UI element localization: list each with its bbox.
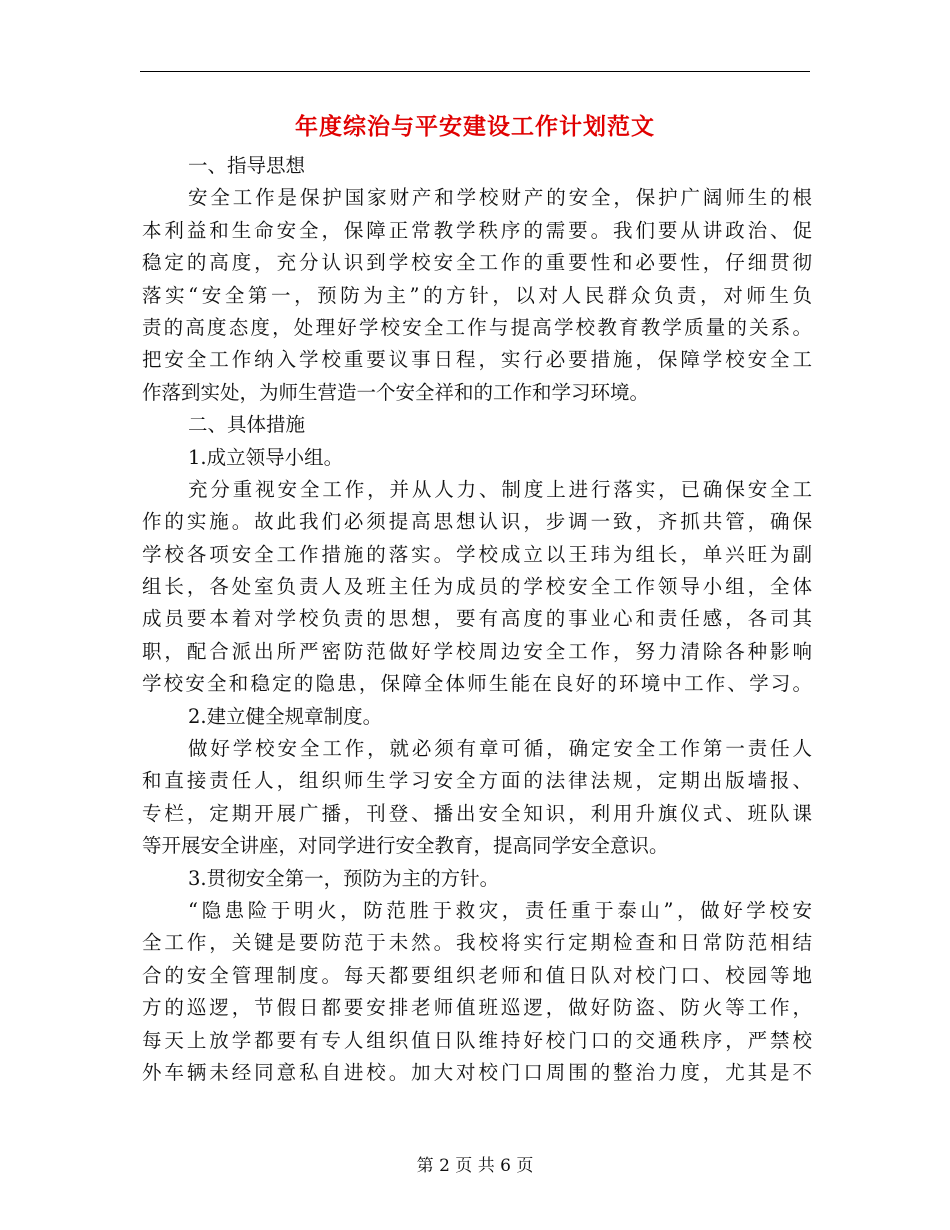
text-line: 专栏，定期开展广播，刊登、播出安全知识，利用升旗仪式、班队课: [142, 801, 812, 825]
text-line: 本利益和生命安全，保障正常教学秩序的需要。我们要从讲政治、促: [142, 218, 812, 242]
text-line: 一、指导思想: [188, 154, 306, 177]
text-line: 组长，各处室负责人及班主任为成员的学校安全工作领导小组，全体: [142, 575, 812, 599]
text-line: 每天上放学都要有专人组织值日队维持好校门口的交通秩序，严禁校: [142, 1028, 812, 1052]
text-line: 充分重视安全工作，并从人力、制度上进行落实，已确保安全工: [188, 477, 812, 501]
page-footer: 第 2 页 共 6 页: [416, 1156, 534, 1176]
text-line: 和直接责任人，组织师生学习安全方面的法律法规，定期出版墙报、: [142, 769, 812, 793]
text-line: 学校安全和稳定的隐患，保障全体师生能在良好的环境中工作、学习。: [142, 672, 812, 696]
text-line: 合的安全管理制度。每天都要组织老师和值日队对校门口、校园等地: [142, 963, 812, 987]
text-line: 落实“安全第一，预防为主”的方针，以对人民群众负责，对师生负: [142, 283, 812, 307]
text-line: 1.成立领导小组。: [188, 445, 344, 469]
text-line: 方的巡逻，节假日都要安排老师值班巡逻，做好防盗、防火等工作，: [142, 996, 812, 1020]
text-line: “隐患险于明火，防范胜于救灾，责任重于泰山”，做好学校安: [188, 898, 812, 922]
text-line: 作落到实处，为师生营造一个安全祥和的工作和学习环境。: [142, 380, 650, 404]
text-line: 全工作，关键是要防范于未然。我校将实行定期检查和日常防范相结: [142, 931, 812, 955]
text-line: 等开展安全讲座，对同学进行安全教育，提高同学安全意识。: [142, 834, 669, 858]
text-line: 3.贯彻安全第一，预防为主的方针。: [188, 866, 500, 890]
document-title: 年度综治与平安建设工作计划范文: [295, 113, 655, 140]
text-line: 学校各项安全工作措施的落实。学校成立以王玮为组长，单兴旺为副: [142, 542, 812, 566]
text-line: 稳定的高度，充分认识到学校安全工作的重要性和必要性，仔细贯彻: [142, 251, 812, 275]
text-line: 把安全工作纳入学校重要议事日程，实行必要措施，保障学校安全工: [142, 348, 812, 372]
header-rule: [140, 71, 810, 72]
text-line: 做好学校安全工作，就必须有章可循，确定安全工作第一责任人: [188, 737, 812, 761]
text-line: 二、具体措施: [188, 413, 306, 437]
text-line: 作的实施。故此我们必须提高思想认识，步调一致，齐抓共管，确保: [142, 510, 812, 534]
document-body: [142, 150, 812, 1089]
text-line: 成员要本着对学校负责的思想，要有高度的事业心和责任感，各司其: [142, 607, 812, 631]
text-line: 责的高度态度，处理好学校安全工作与提高学校教育教学质量的关系。: [142, 315, 812, 339]
text-line: 外车辆未经同意私自进校。加大对校门口周围的整治力度，尤其是不: [142, 1060, 812, 1084]
text-line: 安全工作是保护国家财产和学校财产的安全，保护广阔师生的根: [188, 186, 812, 210]
text-line: 职，配合派出所严密防范做好学校周边安全工作，努力清除各种影响: [142, 639, 812, 663]
text-line: 2.建立健全规章制度。: [188, 704, 383, 728]
